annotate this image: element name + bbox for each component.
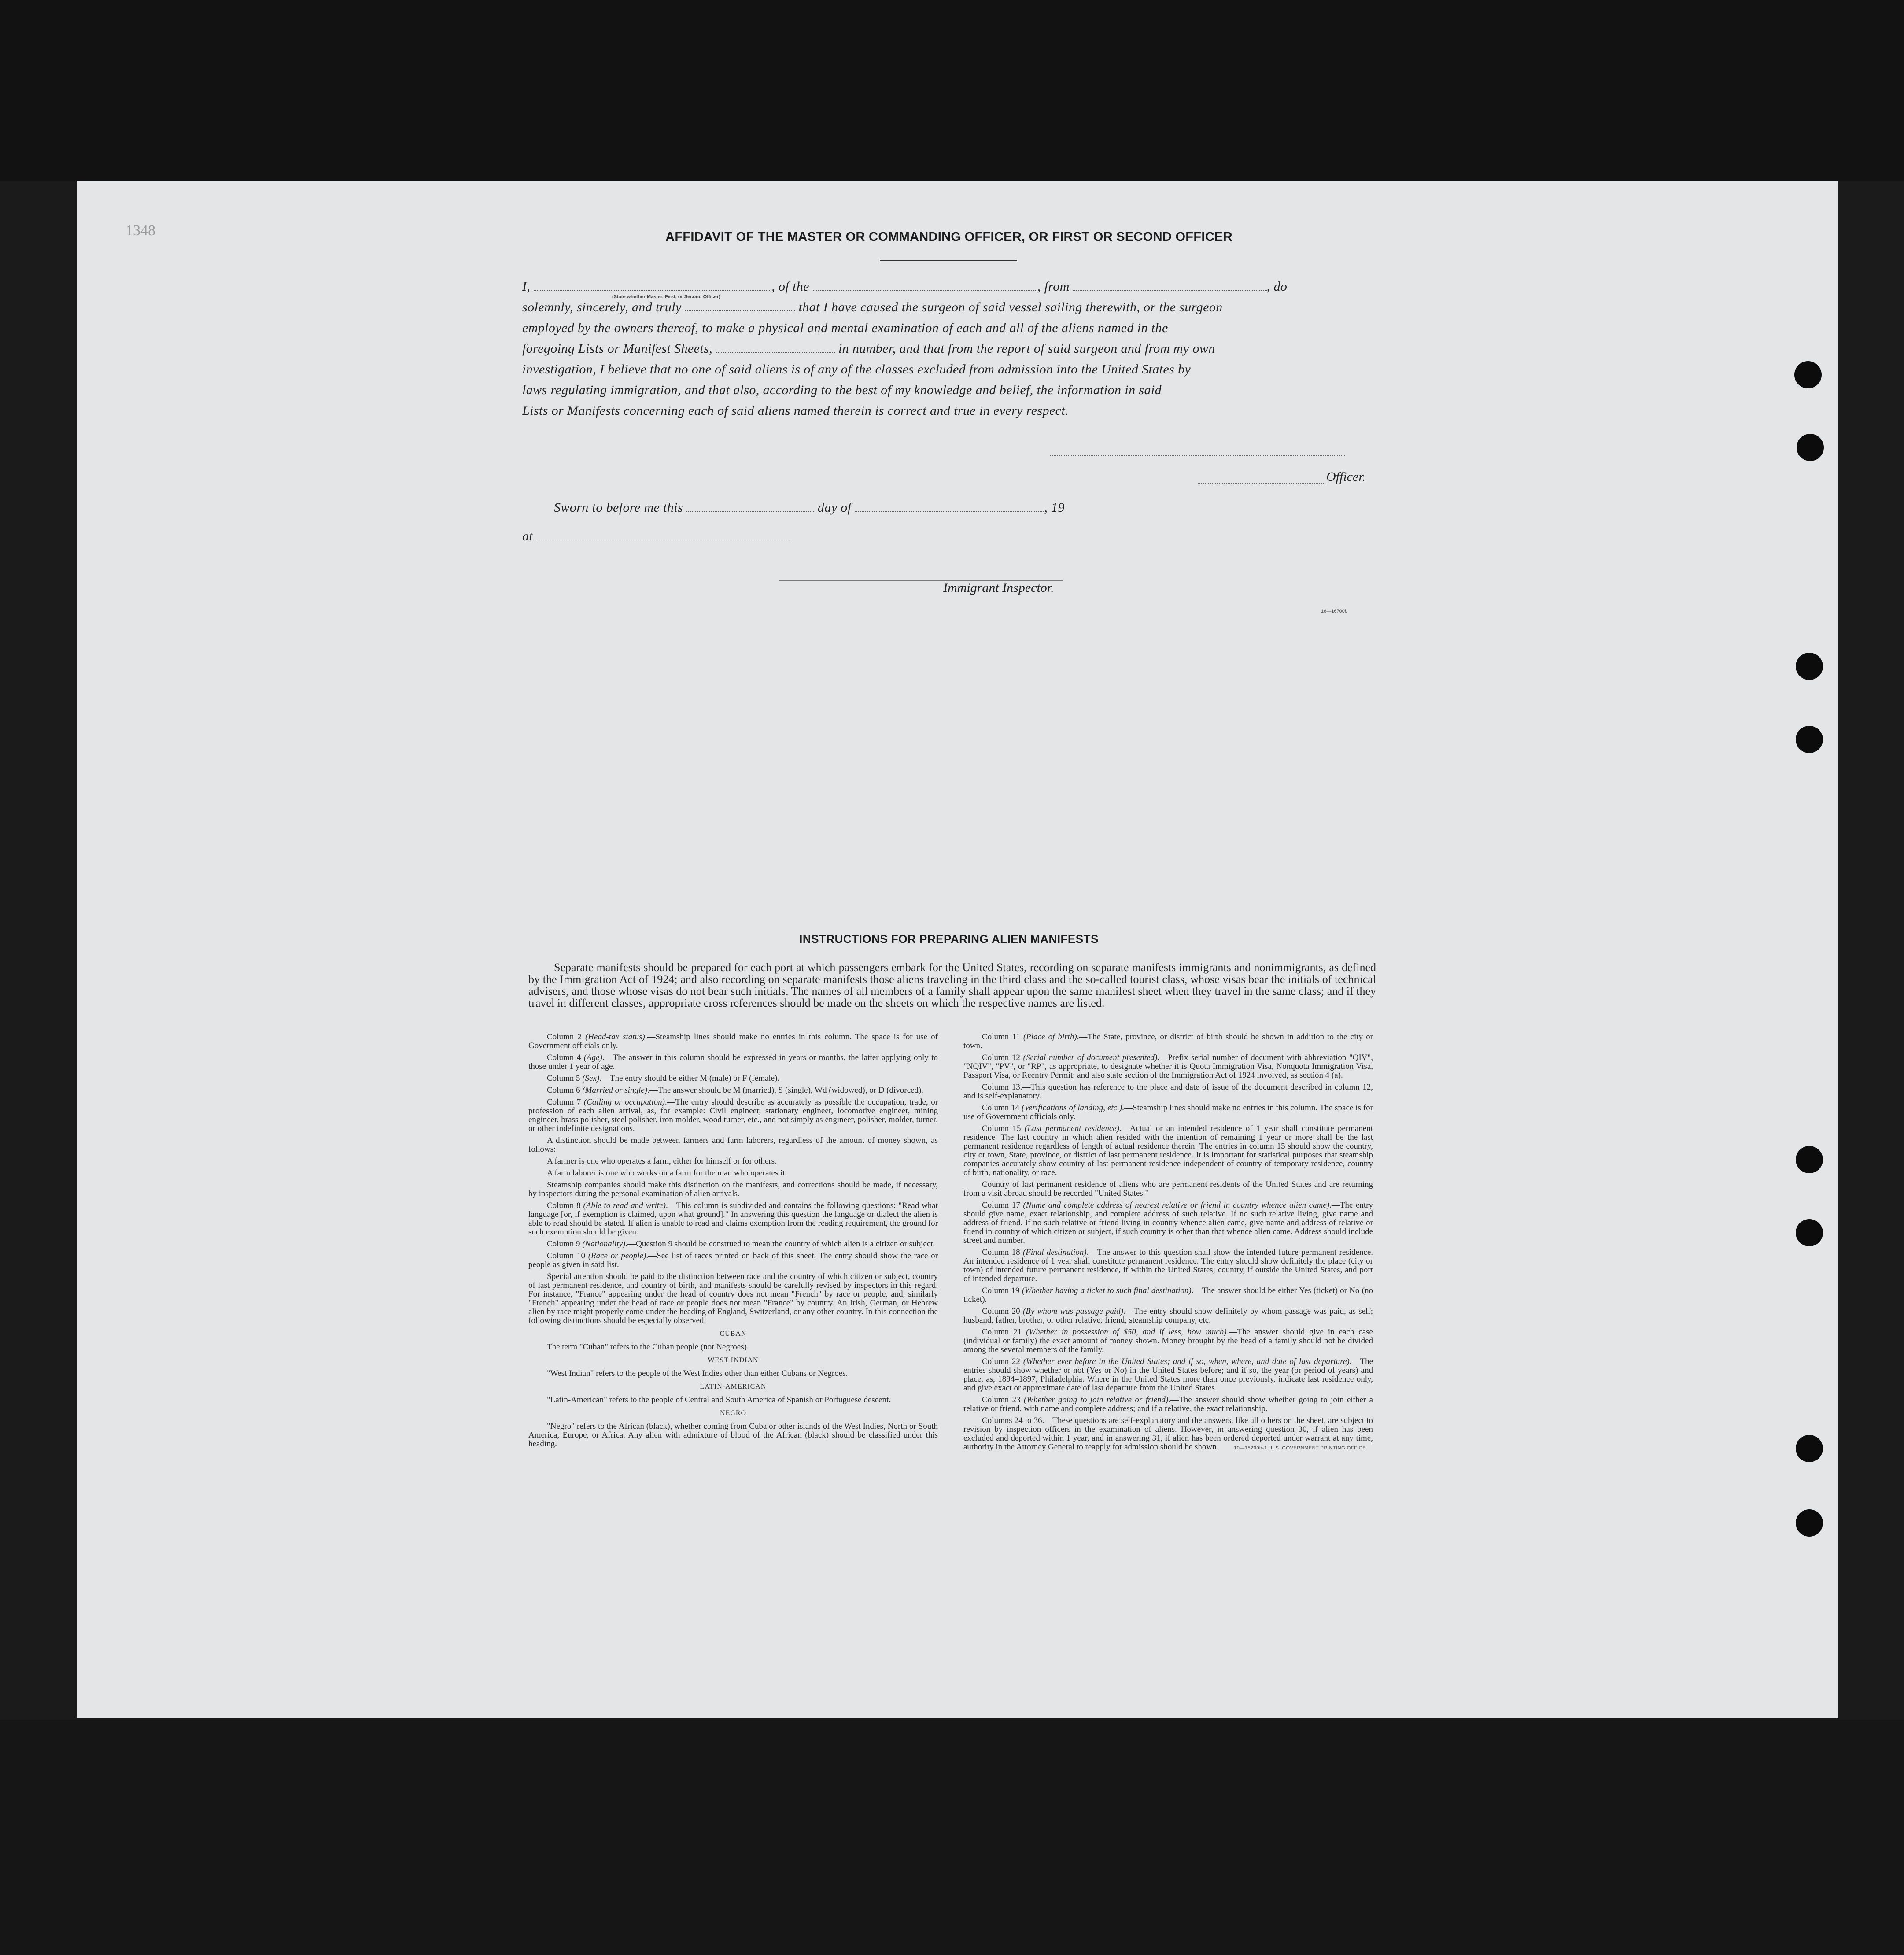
officer-name-field[interactable]	[534, 279, 771, 291]
punch-hole	[1796, 653, 1823, 680]
negro-definition: "Negro" refers to the African (black), whether coming from Cuba or other islands of the West Indies, North or South America, Europe, or Africa. Any alien with admixture of blood of the African (black) should be classified under this heading.	[528, 1422, 938, 1449]
west-indian-definition: "West Indian" refers to the people of the West Indies other than either Cubans or Negroes.	[547, 1369, 848, 1378]
column-14-note: Column 14 (Verifications of landing, etc.).—Steamship lines should make no entries in this column. The space is for use of Government officials only.	[963, 1103, 1373, 1121]
margin-number: 1348	[125, 222, 155, 239]
sheet-count-field[interactable]	[716, 341, 835, 353]
column-17-note: Column 17 (Name and complete address of nearest relative or friend in country whence alien came).—The entry should give name, exact relationship, and complete address of such relative. If no such relative living, give name and address of friend. If no such relative or friend living in country whence alien came, give name and address of relative or friend in country of which citizen or subject, if such country is other than that whence alien came. Address should include street and number.	[963, 1201, 1373, 1245]
sworn-month-field[interactable]	[855, 500, 1044, 512]
punch-hole	[1796, 1146, 1823, 1173]
punch-hole	[1796, 1219, 1823, 1246]
printer-imprint: 10—15200b-1 U. S. GOVERNMENT PRINTING OFFICE	[1234, 1445, 1366, 1451]
vessel-name-field[interactable]	[813, 279, 1037, 291]
column-18-note: Column 18 (Final destination).—The answer to this question shall show the intended future permanent residence. An intended residence of 1 year shall constitute permanent residence. The entry should show definitely the place (city or town) of intended future permanent residence, if within the United States; country, if outside the United States, and port of intended departure.	[963, 1248, 1373, 1283]
affidavit-line-7: Lists or Manifests concerning each of said aliens named therein is correct and true in every respect.	[522, 403, 1069, 418]
inspector-label: Immigrant Inspector.	[943, 580, 1054, 595]
affidavit-line-4: foregoing Lists or Manifest Sheets, in number, and that from the report of said surgeon and from my own	[522, 341, 1215, 356]
column-20-note: Column 20 (By whom was passage paid).—The entry should show definitely by whom passage was paid, as self; husband, father, brother, or other relative; friend; steamship company, etc.	[963, 1307, 1373, 1325]
port-from-field[interactable]	[1073, 279, 1267, 291]
title-rule	[880, 260, 1017, 261]
officer-caption: (State whether Master, First, or Second Officer)	[612, 294, 720, 299]
affidavit-title: AFFIDAVIT OF THE MASTER OR COMMANDING OFFICER, OR FIRST OR SECOND OFFICER	[665, 230, 1232, 244]
instructions-right-column	[963, 1033, 1373, 1456]
film-border-bottom	[0, 1720, 1904, 1955]
column-21-note: Column 21 (Whether in possession of $50, and if less, how much).—The answer should give in each case (individual or family) the exact amount of money shown. Money brought by the head of a family should not be divided among the several members of the family.	[963, 1327, 1373, 1354]
column-5-note: Column 5 (Sex).—The entry should be either M (male) or F (female).	[547, 1074, 780, 1083]
affidavit-line-5: investigation, I believe that no one of said aliens is of any of the classes excluded from admission into the United States by	[522, 362, 1191, 377]
column-12-note: Column 12 (Serial number of document presented).—Prefix serial number of document with abbreviation "QIV", "NQIV", "PV", or "RP", as appropriate, to designate whether it is Quota Immigration Visa, Nonquota Immigration Visa, Passport Visa, or Reentry Permit; and also state section of the Immigration Act of 1924 involved, as section 4 (a).	[963, 1053, 1373, 1080]
column-2-note: Column 2 (Head-tax status).—Steamship lines should make no entries in this column. The space is for use of Government officials only.	[528, 1032, 938, 1050]
steamship-note: Steamship companies should make this distinction on the manifests, and corrections should be made, if necessary, by inspectors during the personal examination of alien arrivals.	[528, 1180, 938, 1198]
affidavit-line-3: employed by the owners thereof, to make a physical and mental examination of each and all of the aliens named in the	[522, 321, 1168, 335]
column-11-note: Column 11 (Place of birth).—The State, province, or district of birth should be shown in addition to the city or town.	[963, 1032, 1373, 1050]
sworn-day-field[interactable]	[686, 500, 814, 512]
form-code: 16—16700b	[1321, 609, 1347, 614]
heading-west-indian: WEST INDIAN	[708, 1356, 759, 1364]
farm-distinction: A distinction should be made between farmers and farm laborers, regardless of the amount of money shown, as follows:	[528, 1136, 938, 1154]
column-19-note: Column 19 (Whether having a ticket to such final destination).—The answer should be either Yes (ticket) or No (no ticket).	[963, 1286, 1373, 1304]
farmer-definition: A farmer is one who operates a farm, either for himself or for others.	[547, 1157, 777, 1166]
column-9-note: Column 9 (Nationality).—Question 9 should be construed to mean the country of which alien is a citizen or subject.	[547, 1239, 935, 1249]
oath-field[interactable]	[685, 300, 795, 311]
instructions-left-column	[528, 1033, 938, 1452]
column-23-note: Column 23 (Whether going to join relative or friend).—The answer should show whether going to join either a relative or friend, with name and complete address; and if a relative, the exact relationship.	[963, 1395, 1373, 1413]
officer-title-line[interactable]	[1198, 483, 1325, 484]
punch-hole	[1796, 1509, 1823, 1537]
instructions-title: INSTRUCTIONS FOR PREPARING ALIEN MANIFESTS	[799, 932, 1099, 946]
sworn-line: Sworn to before me this day of , 19	[554, 500, 1065, 515]
at-line: at	[522, 526, 1374, 547]
column-13-note: Column 13.—This question has reference to the place and date of issue of the document described in column 12, and is self-explanatory.	[963, 1083, 1373, 1101]
punch-hole	[1797, 434, 1824, 461]
punch-hole	[1794, 361, 1822, 388]
sworn-place-field[interactable]	[536, 529, 790, 540]
column-22-note: Column 22 (Whether ever before in the United States; and if so, when, where, and date of last departure).—The entries should show whether or not (Yes or No) in the United States before; and if so, the year (or period of years) and place, as, 1894–1897, Philadelphia. Where in the United States more than once previously, indicate last residence only, and give exact or approximate date of last departure from the United States.	[963, 1357, 1373, 1393]
farm-laborer-definition: A farm laborer is one who works on a farm for the man who operates it.	[547, 1168, 787, 1178]
heading-cuban: CUBAN	[720, 1330, 747, 1338]
column-4-note: Column 4 (Age).—The answer in this column should be expressed in years or months, the latter applying only to those under 1 year of age.	[528, 1053, 938, 1071]
column-7-note: Column 7 (Calling or occupation).—The entry should describe as accurately as possible the occupation, trade, or profession of each alien arrival, as, for example: Civil engineer, stationary engineer, locomotive engineer, mining engineer, brass polisher, steel polisher, iron molder, wood turner, etc., and not simply as engineer, polisher, molder, turner, or other indefinite designations.	[528, 1098, 938, 1133]
officer-label: Officer.	[1326, 469, 1366, 484]
affidavit-line-1: I, , of the , from , do	[522, 279, 1288, 294]
special-attention-note: Special attention should be paid to the distinction between race and the country of which citizen or subject, country of last permanent residence, and country of birth, and manifests should be carefully revised by inspectors in this regard. For instance, "France" appearing under the head of country does not mean "French" by race or people, and, similarly "French" appearing under the head of race or people does not mean "France" by country. An Irish, German, or Hebrew alien by race might properly come under the heading of England, Switzerland, or any other country. In this connection the following distinctions should be especially observed:	[528, 1272, 938, 1325]
film-border-top	[0, 0, 1904, 181]
column-15-note: Column 15 (Last permanent residence).—Actual or an intended residence of 1 year shall constitute permanent residence. The last country in which alien resided with the intention of remaining 1 year or more shall be the last permanent residence regardless of length of actual residence therein. The entries in column 15 should show the country, city or town, State, province, or district of last permanent residence. It is important for statistical purposes that steamship companies accurately show country of last permanent residence independent of country of temporary residence, country of birth, nationality, or race.	[963, 1124, 1373, 1177]
signature-line[interactable]	[1050, 455, 1345, 456]
instructions-intro: Separate manifests should be prepared for each port at which passengers embark for the United States, recording on separate manifests immigrants and nonimmigrants, as defined by the Immigration Act of 1924; and also recording on separate manifests those aliens traveling in the third class and the so-called tourist class, whose visas bear the initials of technical advisers, and those whose visas do not bear such initials. The names of all members of a family shall appear upon the same manifest sheet when they travel in the same class; and if they travel in different classes, appropriate cross references should be made on the sheets on which the respective names are listed.	[528, 961, 1376, 1009]
column-10-note: Column 10 (Race or people).—See list of races printed on back of this sheet. The entry should show the race or people as given in said list.	[528, 1251, 938, 1269]
heading-negro: NEGRO	[720, 1409, 747, 1417]
affidavit-line-6: laws regulating immigration, and that also, according to the best of my knowledge and belief, the information in said	[522, 383, 1162, 397]
country-last-residence-note: Country of last permanent residence of aliens who are permanent residents of the United States and are returning from a visit abroad should be recorded "United States."	[963, 1180, 1373, 1198]
punch-hole	[1796, 726, 1823, 753]
cuban-definition: The term "Cuban" refers to the Cuban people (not Negroes).	[547, 1342, 749, 1352]
column-8-note: Column 8 (Able to read and write).—This column is subdivided and contains the following questions: "Read what language [or, if exemption is claimed, upon what ground]." In answering this question the language or dialect the alien is able to read should be stated. If alien is unable to read and claims exemption from the reading requirement, the ground for such exemption should be given.	[528, 1201, 938, 1237]
latin-american-definition: "Latin-American" refers to the people of Central and South America of Spanish or Portuguese descent.	[547, 1395, 891, 1404]
column-6-note: Column 6 (Married or single).—The answer should be M (married), S (single), Wd (widowed), or D (divorced).	[547, 1086, 924, 1095]
heading-latin-american: LATIN-AMERICAN	[700, 1383, 767, 1390]
punch-hole	[1796, 1435, 1823, 1462]
columns-24-36-note: Columns 24 to 36.—These questions are self-explanatory and the answers, like all others on the sheet, are subject to revision by inspection officers in the examination of aliens. However, in answering question 30, if alien has been excluded and deported within 1 year, and in answering 31, if alien has been ordered deported under warrant at any time, authority in the Attorney General to reapply for admission should be shown. 10—15200b-1 U. S. GOVERNMENT PRINTING OFFICE	[963, 1416, 1373, 1452]
affidavit-line-2: solemnly, sincerely, and truly that I have caused the surgeon of said vessel sailing therewith, or the surgeon	[522, 300, 1223, 314]
